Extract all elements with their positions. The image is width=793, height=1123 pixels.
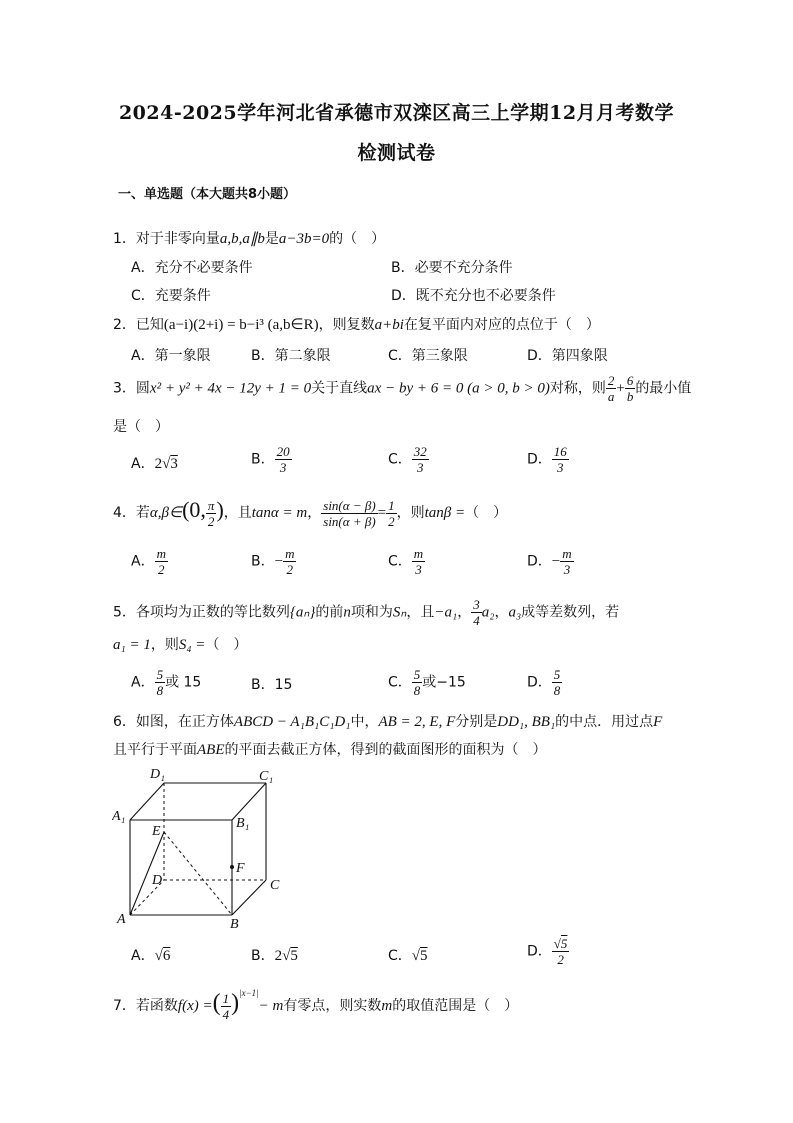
q2-option-d[interactable]: D．第四象限 bbox=[527, 348, 608, 364]
cube-figure bbox=[112, 765, 292, 930]
page-title: 2024-2025学年河北省承德市双滦区高三上学期12月月考数学 bbox=[118, 102, 675, 124]
q6-option-b[interactable]: B．2√5 bbox=[251, 948, 298, 964]
question-1: 1．对于非零向量a,b,a∥b是a−3b=0的（ ） bbox=[113, 231, 386, 247]
q2-math-a: (a−i)(2+i) = b−i³ (a,b∈R) bbox=[163, 317, 319, 333]
q3-math-line: ax − by + 6 = 0 (a > 0, b > 0) bbox=[367, 380, 550, 397]
question-7: 7．若函数f(x) =( $\frac{1}{4}$ )$^{|x-1|}$− m有零点，则实数m的取值范围是（ ） bbox=[113, 988, 519, 1022]
q5-option-b[interactable]: B．15 bbox=[251, 677, 293, 693]
label-E: E bbox=[152, 824, 161, 839]
point-F bbox=[230, 865, 234, 869]
question-5: 5．各项均为正数的等比数列{aₙ}的前n项和为Sₙ，且−a₁， $\frac{3}{4}$ a₂，a₃成等差数列，若 bbox=[113, 597, 620, 628]
label-B: B bbox=[230, 917, 239, 930]
label-D: D bbox=[152, 873, 163, 888]
q1-option-d[interactable]: D．既不充分也不必要条件 bbox=[391, 288, 556, 304]
section-heading: 一、单选题（本大题共8小题） bbox=[118, 187, 297, 202]
q6-option-c[interactable]: C．√5 bbox=[388, 948, 428, 964]
q5-option-d[interactable]: D． $\frac{5}{8}$ bbox=[527, 667, 561, 698]
q6-option-d[interactable]: D． $\frac{√5}{2}$ bbox=[527, 936, 568, 967]
q3-option-c[interactable]: C． $\frac{32}{3}$ bbox=[388, 444, 427, 475]
q5-option-a[interactable]: A． $\frac{5}{8}$ 或 15 bbox=[131, 667, 202, 698]
edge-A1D1 bbox=[130, 783, 164, 820]
q1-number: 1． bbox=[113, 231, 136, 247]
question-5-line2: a₁ = 1，则S₄ =（ ） bbox=[113, 637, 248, 653]
q1-option-a[interactable]: A．充分不必要条件 bbox=[131, 260, 253, 276]
question-4: 4．若α,β∈(0, $\frac{\pi}{2}$ )，且tanα = m， $\frac{\sin(\alpha - \beta)}{\sin(\alpha + \beta)}$ = $\frac{1}{2}$ ，则tanβ =（ ） bbox=[113, 497, 508, 529]
q3-frac-2: $\frac{6}{b}$ bbox=[626, 373, 634, 404]
question-3: 3．圆x² + y² + 4x − 12y + 1 = 0关于直线ax − by + 6 = 0 (a > 0, b > 0)对称，则 $\frac{2}{a}$ + $\frac{6}{b}$ 的最小值 bbox=[113, 373, 692, 404]
q2-option-c[interactable]: C．第三象限 bbox=[388, 348, 468, 364]
q1-math-b: a−3b=0 bbox=[278, 231, 330, 247]
segment-EB bbox=[164, 832, 232, 915]
q6-option-a[interactable]: A．√6 bbox=[131, 948, 171, 964]
label-A1: A₁ bbox=[112, 809, 126, 824]
label-C1: C₁ bbox=[259, 769, 274, 784]
label-C: C bbox=[270, 878, 280, 893]
label-F: F bbox=[236, 861, 245, 876]
question-2: 2．已知(a−i)(2+i) = b−i³ (a,b∈R)，则复数a+bi在复平面内对应的点位于（ ） bbox=[113, 317, 600, 333]
q4-option-b[interactable]: B．− $\frac{m}{2}$ bbox=[251, 546, 295, 577]
question-3-line2: 是（ ） bbox=[113, 419, 169, 435]
edge-BC bbox=[232, 880, 266, 915]
q2-math-b: a+bi bbox=[374, 317, 404, 333]
q3-frac-1: $\frac{2}{a}$ bbox=[607, 373, 615, 404]
label-B1: B₁ bbox=[236, 816, 250, 831]
q2-option-b[interactable]: B．第二象限 bbox=[251, 348, 331, 364]
q4-sin-frac: $\frac{\sin(\alpha - \beta)}{\sin(\alpha + \beta)}$ bbox=[323, 497, 376, 529]
q3-option-b[interactable]: B． $\frac{20}{3}$ bbox=[251, 444, 290, 475]
q1-math-a: a,b,a∥b bbox=[219, 231, 265, 247]
q5-option-c[interactable]: C． $\frac{5}{8}$ 或−15 bbox=[388, 667, 466, 698]
q1-option-b[interactable]: B．必要不充分条件 bbox=[391, 260, 513, 276]
question-6-line2: 且平行于平面ABE的平面去截正方体，得到的截面图形的面积为（ ） bbox=[113, 742, 547, 758]
q3-option-a[interactable]: A．2√3 bbox=[131, 456, 178, 472]
q4-option-c[interactable]: C． $\frac{m}{3}$ bbox=[388, 546, 424, 577]
q3-math-circle: x² + y² + 4x − 12y + 1 = 0 bbox=[149, 380, 312, 397]
label-D1: D₁ bbox=[150, 767, 165, 782]
q4-option-a[interactable]: A． $\frac{m}{2}$ bbox=[131, 546, 166, 577]
q2-option-a[interactable]: A．第一象限 bbox=[131, 348, 211, 364]
label-A: A bbox=[117, 912, 126, 927]
question-6: 6．如图，在正方体ABCD − A₁B₁C₁D₁中，AB = 2, E, F分别是DD₁, BB₁的中点．用过点F bbox=[113, 714, 663, 730]
q3-option-d[interactable]: D． $\frac{16}{3}$ bbox=[527, 444, 567, 475]
q4-option-d[interactable]: D．− $\frac{m}{3}$ bbox=[527, 546, 572, 577]
q1-option-c[interactable]: C．充要条件 bbox=[131, 288, 211, 304]
page-subtitle: 检测试卷 bbox=[357, 142, 436, 164]
edge-B1C1 bbox=[232, 783, 266, 820]
